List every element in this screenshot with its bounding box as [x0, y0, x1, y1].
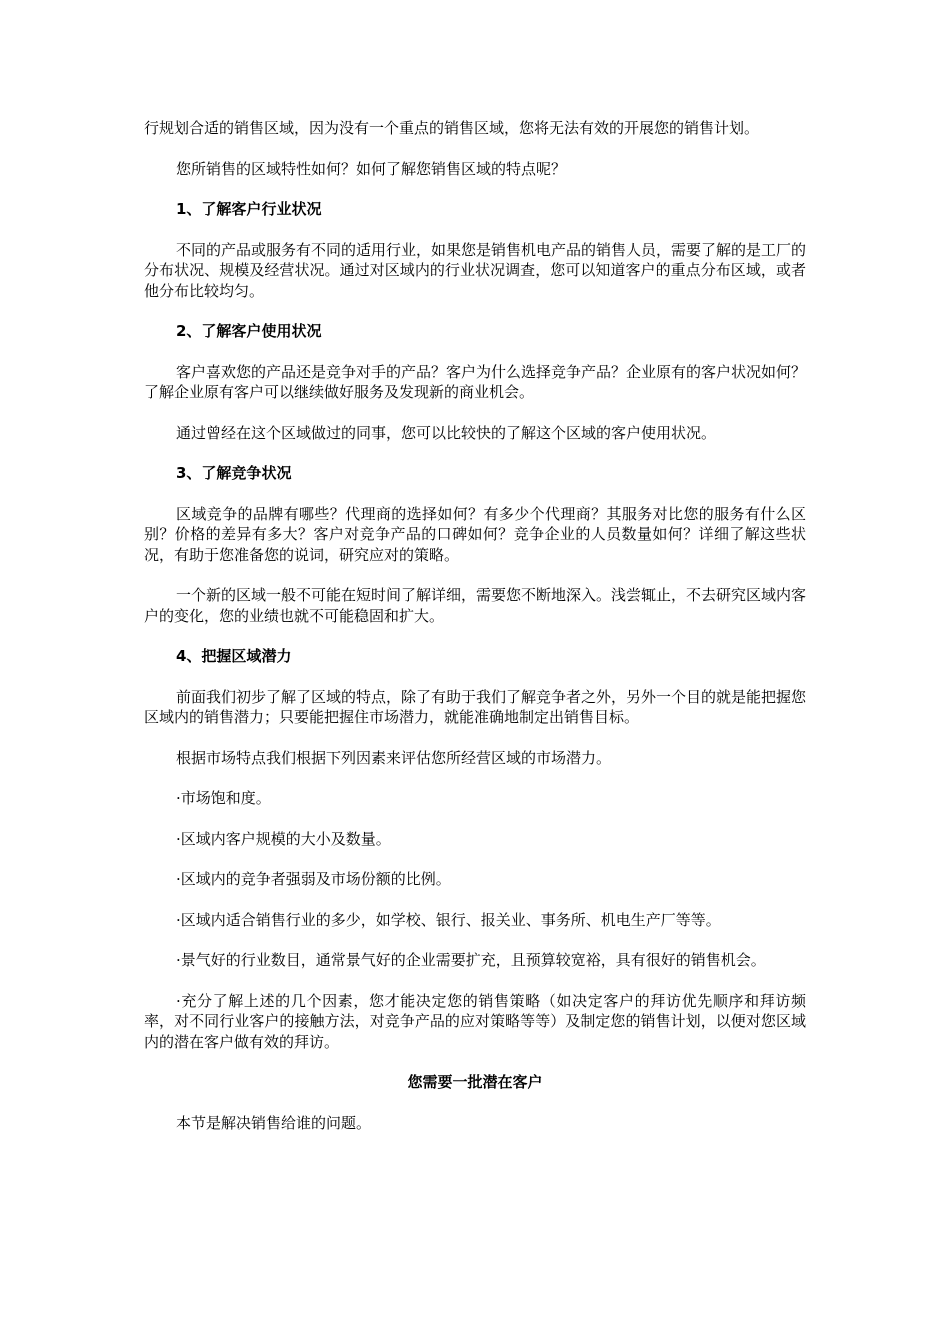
- heading-industry-status: 1、了解客户行业状况: [176, 200, 322, 218]
- paragraph-competition-b: 一个新的区域一般不可能在短时间了解详细，需要您不断地深入。浅尝辄止，不去研究区域内客户的变化，您的业绩也就不可能稳固和扩大。: [144, 586, 807, 625]
- document-body: [144, 118, 806, 1133]
- bullet-item: ·区域内的竞争者强弱及市场份额的比例。: [176, 870, 451, 888]
- paragraph-potential-a: 前面我们初步了解了区域的特点，除了有助于我们了解竞争者之外，另外一个目的就是能把握您区域内的销售潜力；只要能把握住市场潜力，就能准确地制定出销售目标。: [144, 687, 807, 726]
- heading-competition-status: 3、了解竞争状况: [176, 464, 292, 482]
- heading-area-potential: 4、把握区域潜力: [176, 647, 292, 665]
- paragraph-competition-a: 区域竞争的品牌有哪些？代理商的选择如何？有多少个代理商？其服务对比您的服务有什么区别？价格的差异有多大？客户对竞争产品的口碑如何？竞争企业的人员数量如何？详细了解这些状况，有助于您准备您的说词，研究应对的策略。: [144, 504, 806, 564]
- bullet-item: ·市场饱和度。: [176, 789, 271, 807]
- paragraph-intro-continued: 行规划合适的销售区域，因为没有一个重点的销售区域，您将无法有效的开展您的销售计划。: [144, 119, 760, 137]
- section-title: 您需要一批潜在客户: [407, 1073, 543, 1091]
- paragraph-question: 您所销售的区域特性如何？如何了解您销售区域的特点呢？: [176, 159, 567, 178]
- paragraph-usage-status-a: 客户喜欢您的产品还是竞争对手的产品？客户为什么选择竞争产品？企业原有的客户状况如何？了解企业原有客户可以继续做好服务及发现新的商业机会。: [144, 362, 807, 401]
- bullet-item: ·景气好的行业数目，通常景气好的企业需要扩充，且预算较宽裕，具有很好的销售机会。: [176, 951, 766, 969]
- bullet-item: ·区域内客户规模的大小及数量。: [176, 829, 391, 848]
- paragraph-section-intro: 本节是解决销售给谁的问题。: [176, 1113, 372, 1132]
- bullet-item: ·充分了解上述的几个因素，您才能决定您的销售策略（如决定客户的拜访优先顺序和拜访频率，对不同行业客户的接触方法，对竞争产品的应对策略等等）及制定您的销售计划，以便对您区域内的潜在客户做有效的拜访。: [144, 991, 806, 1051]
- paragraph-industry-status: 不同的产品或服务有不同的适用行业，如果您是销售机电产品的销售人员，需要了解的是工厂的分布状况、规模及经营状况。通过对区域内的行业状况调查，您可以知道客户的重点分布区域，或者他分布比较均匀。: [144, 240, 807, 300]
- paragraph-usage-status-b: 通过曾经在这个区域做过的同事，您可以比较快的了解这个区域的客户使用状况。: [176, 423, 717, 442]
- heading-usage-status: 2、了解客户使用状况: [176, 322, 322, 340]
- paragraph-potential-b: 根据市场特点我们根据下列因素来评估您所经营区域的市场潜力。: [176, 748, 612, 767]
- bullet-item: ·区域内适合销售行业的多少，如学校、银行、报关业、事务所、机电生产厂等等。: [176, 910, 721, 929]
